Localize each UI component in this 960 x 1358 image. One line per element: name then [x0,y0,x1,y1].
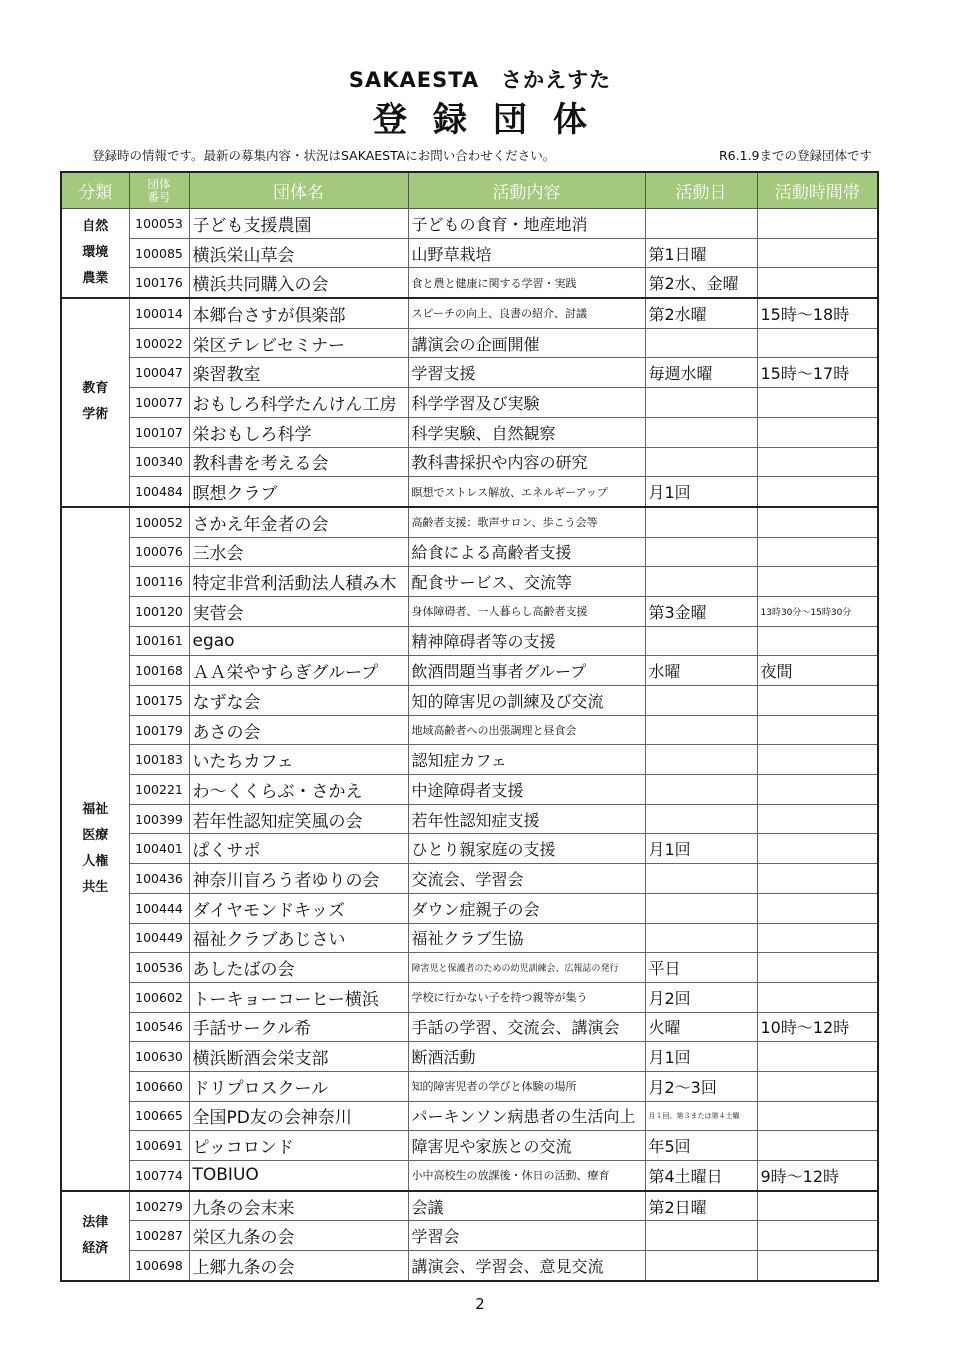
group-number-cell: 100444 [129,893,189,923]
time-cell [757,1221,878,1251]
day-cell [645,626,757,656]
activity-cell: 若年性認知症支援 [408,804,645,834]
group-name-cell: 若年性認知症笑風の会 [189,804,408,834]
group-number-cell: 100161 [129,626,189,656]
table-row [61,1221,878,1251]
time-cell [757,1131,878,1161]
table-header-row [61,172,878,209]
group-number-cell: 100168 [129,656,189,686]
activity-cell: 科学実験、自然観察 [408,417,645,447]
group-name-cell: 横浜共同購入の会 [189,268,408,298]
group-name-cell: あさの会 [189,715,408,745]
category-line: 学術 [82,407,109,423]
time-cell: 13時30分～15時30分 [757,596,878,626]
group-name-cell: ピッコロンド [189,1131,408,1161]
day-cell [645,686,757,716]
time-cell [757,864,878,894]
day-cell: 年5回 [645,1131,757,1161]
activity-cell: 学習会 [408,1221,645,1251]
time-cell: 15時～17時 [757,358,878,388]
group-name-cell: 瞑想クラブ [189,477,408,507]
table-row [61,477,878,507]
activity-cell: 山野草栽培 [408,238,645,268]
day-cell: 月2～3回 [645,1071,757,1101]
group-name-cell: 三水会 [189,537,408,567]
table-row [61,1071,878,1101]
day-cell: 第3金曜 [645,596,757,626]
activity-cell: 会議 [408,1191,645,1221]
table-row [61,447,878,477]
groups-table [60,171,879,1282]
activity-cell: 中途障碍者支援 [408,775,645,805]
group-name-cell: ドリプロスクール [189,1071,408,1101]
group-name-cell: 栄区テレビセミナー [189,328,408,358]
activity-cell: 地域高齢者への出張調理と昼食会 [408,715,645,745]
day-cell [645,417,757,447]
group-name-cell: なずな会 [189,686,408,716]
group-number-cell: 100484 [129,477,189,507]
category-line: 共生 [82,879,109,895]
group-name-cell: 特定非営利活動法人積み木 [189,567,408,597]
time-cell: 15時～18時 [757,298,878,328]
table-row [61,893,878,923]
activity-cell: 福祉クラブ生協 [408,923,645,953]
group-number-cell: 100120 [129,596,189,626]
table-row [61,417,878,447]
activity-cell: 身体障碍者、一人暮らし高齢者支援 [408,596,645,626]
time-cell [757,328,878,358]
table-row [61,358,878,388]
group-number-cell: 100449 [129,923,189,953]
group-name-cell: 上郷九条の会 [189,1251,408,1281]
header-group-name: 団体名 [189,172,408,209]
table-row [61,1012,878,1042]
table-row [61,923,878,953]
category-line: 農業 [82,271,109,287]
table-row [61,686,878,716]
day-cell [645,775,757,805]
category-line: 人権 [82,853,109,869]
time-cell [757,1101,878,1131]
day-cell [645,745,757,775]
day-cell: 月1回 [645,477,757,507]
time-cell [757,268,878,298]
table-row [61,238,878,268]
group-name-cell: TOBIUO [189,1161,408,1191]
group-number-cell: 100022 [129,328,189,358]
time-cell [757,923,878,953]
activity-cell: 知的障害児者の学びと体験の場所 [408,1071,645,1101]
group-number-cell: 100536 [129,953,189,983]
table-row [61,567,878,597]
activity-cell: 精神障碍者等の支援 [408,626,645,656]
group-name-cell: 実菅会 [189,596,408,626]
group-number-cell: 100774 [129,1161,189,1191]
group-name-cell: egao [189,626,408,656]
group-number-cell: 100436 [129,864,189,894]
activity-cell: 科学学習及び実験 [408,388,645,418]
group-name-cell: 栄区九条の会 [189,1221,408,1251]
activity-cell: スピーチの向上、良書の紹介、討議 [408,298,645,328]
category-line: 教育 [82,381,109,397]
group-number-cell: 100660 [129,1071,189,1101]
category-line: 経済 [82,1240,109,1256]
group-name-cell: 横浜栄山草会 [189,238,408,268]
table-row [61,982,878,1012]
title-sakaesta: SAKAESTA さかえすた [348,68,612,92]
group-number-cell: 100221 [129,775,189,805]
group-name-cell: 全国PD友の会神奈川 [189,1101,408,1131]
group-number-cell: 100076 [129,537,189,567]
day-cell: 第4土曜日 [645,1161,757,1191]
time-cell: 10時～12時 [757,1012,878,1042]
time-cell [757,982,878,1012]
table-body [61,209,878,1281]
time-cell [757,447,878,477]
day-cell: 月1回 [645,834,757,864]
time-cell [757,686,878,716]
group-name-cell: 楽習教室 [189,358,408,388]
day-cell: 毎週水曜 [645,358,757,388]
group-name-cell: 横浜断酒会栄支部 [189,1042,408,1072]
group-number-cell: 100279 [129,1191,189,1221]
day-cell: 第2日曜 [645,1191,757,1221]
group-number-cell: 100691 [129,1131,189,1161]
group-number-cell: 100602 [129,982,189,1012]
time-cell [757,537,878,567]
group-number-cell: 100175 [129,686,189,716]
day-cell [645,864,757,894]
category-line: 福祉 [82,801,109,817]
category-line: 法律 [82,1214,109,1230]
activity-cell: 断酒活動 [408,1042,645,1072]
table-row [61,775,878,805]
title-registered-groups: 登録団体 [373,100,613,140]
time-cell [757,745,878,775]
activity-cell: 講演会の企画開催 [408,328,645,358]
table-row [61,298,878,328]
group-number-cell: 100077 [129,388,189,418]
activity-cell: 障害児や家族との交流 [408,1131,645,1161]
day-cell [645,1251,757,1281]
table-row [61,1251,878,1281]
day-cell [645,804,757,834]
time-cell [757,238,878,268]
group-number-cell: 100340 [129,447,189,477]
time-cell [757,1042,878,1072]
activity-cell: 飲酒問題当事者グループ [408,656,645,686]
group-name-cell: ＡＡ栄やすらぎグループ [189,656,408,686]
group-number-cell: 100052 [129,507,189,537]
group-number-cell: 100053 [129,209,189,239]
activity-cell: 配食サービス、交流等 [408,567,645,597]
time-cell [757,507,878,537]
day-cell: 月１回、第３または第４土曜 [645,1101,757,1131]
day-cell [645,1221,757,1251]
day-cell [645,209,757,239]
group-number-cell: 100176 [129,268,189,298]
day-cell: 第1日曜 [645,238,757,268]
category-line: 自然 [82,219,109,235]
group-name-cell: 手話サークル希 [189,1012,408,1042]
activity-cell: 交流会、学習会 [408,864,645,894]
activity-cell: 認知症カフェ [408,745,645,775]
activity-cell: 障害児と保護者のための幼児訓練会、広報誌の発行 [408,953,645,983]
day-cell: 第2水曜 [645,298,757,328]
note-date: R6.1.9までの登録団体です [719,148,872,163]
group-name-cell: さかえ年金者の会 [189,507,408,537]
activity-cell: 子どもの食育・地産地消 [408,209,645,239]
time-cell [757,715,878,745]
day-cell: 平日 [645,953,757,983]
activity-cell: 高齢者支援：歌声サロン、歩こう会等 [408,507,645,537]
table-row [61,864,878,894]
group-number-cell: 100107 [129,417,189,447]
table-row [61,715,878,745]
time-cell [757,626,878,656]
group-name-cell: ぱくサポ [189,834,408,864]
category-cell [61,209,129,299]
group-name-cell: おもしろ科学たんけん工房 [189,388,408,418]
category-cell [61,1191,129,1281]
note-info: 登録時の情報です。最新の募集内容・状況はSAKAESTAにお問い合わせください。 [92,148,556,163]
table-row [61,834,878,864]
day-cell [645,447,757,477]
table-row [61,537,878,567]
group-name-cell: 子ども支援農園 [189,209,408,239]
time-cell [757,804,878,834]
group-name-cell: ダイヤモンドキッズ [189,893,408,923]
group-number-cell: 100047 [129,358,189,388]
time-cell [757,953,878,983]
table-row [61,1161,878,1191]
activity-cell: 教科書採択や内容の研究 [408,447,645,477]
table-row [61,388,878,418]
page-number: 2 [475,1295,485,1313]
activity-cell: ひとり親家庭の支援 [408,834,645,864]
group-number-cell: 100179 [129,715,189,745]
group-name-cell: 九条の会末来 [189,1191,408,1221]
group-number-cell: 100287 [129,1221,189,1251]
table-row [61,1131,878,1161]
group-name-cell: 神奈川盲ろう者ゆりの会 [189,864,408,894]
table-row [61,656,878,686]
table-row [61,209,878,239]
table-row [61,328,878,358]
group-number-cell: 100014 [129,298,189,328]
header-time: 活動時間帯 [757,172,878,209]
time-cell [757,775,878,805]
group-number-cell: 100399 [129,804,189,834]
table-row [61,507,878,537]
table-row [61,596,878,626]
day-cell [645,893,757,923]
time-cell [757,834,878,864]
activity-cell: 食と農と健康に関する学習・実践 [408,268,645,298]
activity-cell: 学習支援 [408,358,645,388]
group-name-cell: 教科書を考える会 [189,447,408,477]
day-cell: 月1回 [645,1042,757,1072]
day-cell: 第2水、金曜 [645,268,757,298]
group-name-cell: 福祉クラブあじさい [189,923,408,953]
header-activity: 活動内容 [408,172,645,209]
group-number-cell: 100085 [129,238,189,268]
group-name-cell: 栄おもしろ科学 [189,417,408,447]
time-cell: 夜間 [757,656,878,686]
category-cell [61,507,129,1191]
table-row [61,1042,878,1072]
day-cell [645,507,757,537]
activity-cell: 学校に行かない子を持つ親等が集う [408,982,645,1012]
day-cell [645,537,757,567]
group-number-cell: 100665 [129,1101,189,1131]
activity-cell: 給食による高齢者支援 [408,537,645,567]
time-cell [757,417,878,447]
group-name-cell: 本郷台さすが倶楽部 [189,298,408,328]
activity-cell: 手話の学習、交流会、講演会 [408,1012,645,1042]
table-row [61,1191,878,1221]
time-cell [757,388,878,418]
group-name-cell: トーキョーコーヒー横浜 [189,982,408,1012]
table-row [61,745,878,775]
table-row [61,1101,878,1131]
time-cell [757,893,878,923]
activity-cell: 小中高校生の放課後・休日の活動、療育 [408,1161,645,1191]
activity-cell: ダウン症親子の会 [408,893,645,923]
day-cell [645,388,757,418]
header-group-number: 団体 番号 [129,172,189,209]
header-category: 分類 [61,172,129,209]
day-cell: 水曜 [645,656,757,686]
time-cell [757,209,878,239]
group-number-cell: 100630 [129,1042,189,1072]
day-cell [645,923,757,953]
time-cell [757,1071,878,1101]
time-cell [757,1251,878,1281]
table-row [61,268,878,298]
category-line: 環境 [82,245,109,261]
group-name-cell: あしたばの会 [189,953,408,983]
group-number-cell: 100546 [129,1012,189,1042]
time-cell [757,1191,878,1221]
activity-cell: 知的障害児の訓練及び交流 [408,686,645,716]
group-number-cell: 100401 [129,834,189,864]
header-day: 活動日 [645,172,757,209]
table-row [61,804,878,834]
group-number-cell: 100698 [129,1251,189,1281]
time-cell [757,567,878,597]
day-cell: 月2回 [645,982,757,1012]
day-cell [645,567,757,597]
group-number-cell: 100183 [129,745,189,775]
day-cell [645,328,757,358]
time-cell [757,477,878,507]
category-line: 医療 [82,827,109,843]
table-row [61,953,878,983]
group-number-cell: 100116 [129,567,189,597]
group-name-cell: わ～くくらぶ・さかえ [189,775,408,805]
group-name-cell: いたちカフェ [189,745,408,775]
activity-cell: 講演会、学習会、意見交流 [408,1251,645,1281]
day-cell: 火曜 [645,1012,757,1042]
table-row [61,626,878,656]
time-cell: 9時～12時 [757,1161,878,1191]
category-cell [61,298,129,507]
activity-cell: パーキンソン病患者の生活向上 [408,1101,645,1131]
day-cell [645,715,757,745]
activity-cell: 瞑想でストレス解放、エネルギーアップ [408,477,645,507]
